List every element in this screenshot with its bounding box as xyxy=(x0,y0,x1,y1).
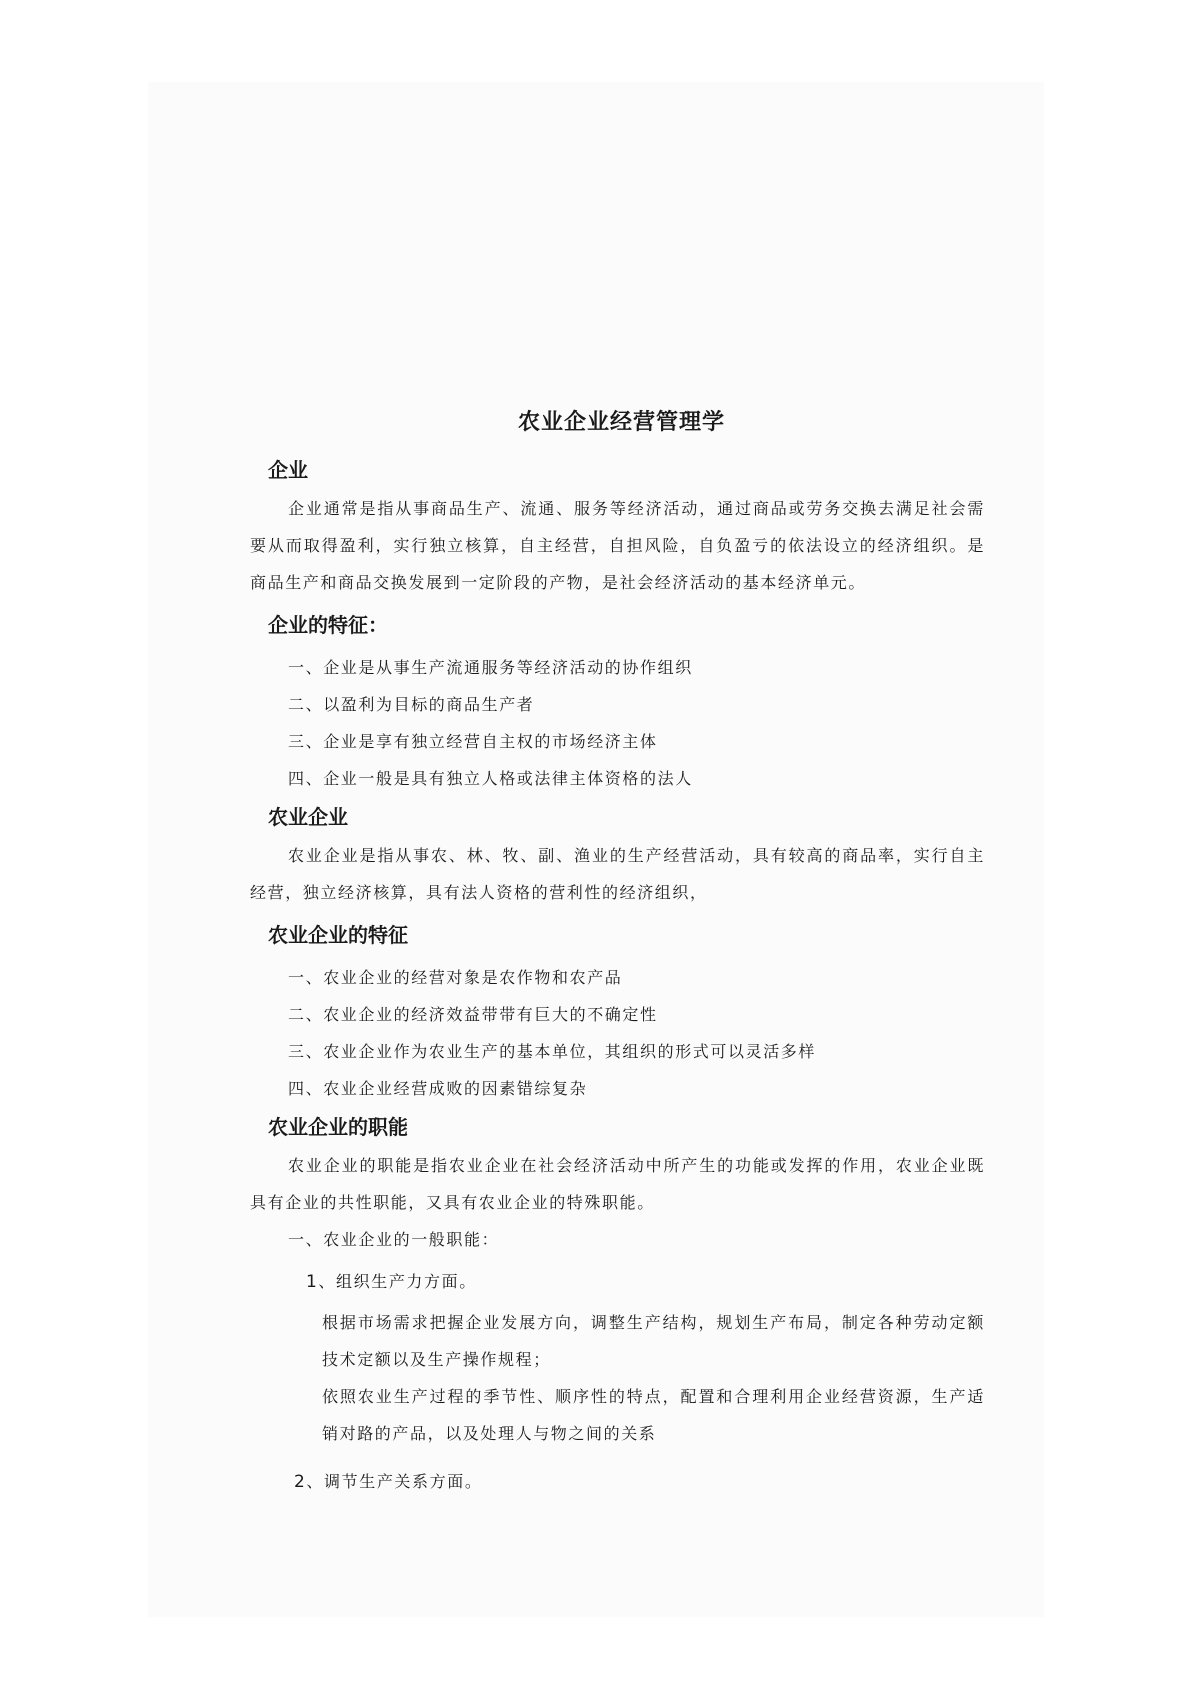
subsection-number: 1 xyxy=(306,1272,319,1292)
general-functions-label: 一、农业企业的一般职能： xyxy=(288,1230,500,1249)
list-enterprise-features xyxy=(250,649,985,797)
detail-paragraph: 依照农业生产过程的季节性、顺序性的特点，配置和合理利用企业经营资源，生产适销对路的产品，以及处理人与物之间的关系 xyxy=(322,1387,985,1443)
list-item: 三、企业是享有独立经营自主权的市场经济主体 xyxy=(288,732,658,751)
list-item: 四、企业一般是具有独立人格或法律主体资格的法人 xyxy=(288,769,693,788)
heading-enterprise-features: 企业的特征： xyxy=(268,613,388,637)
list-item: 四、农业企业经营成败的因素错综复杂 xyxy=(288,1079,588,1098)
subsection-title: 、组织生产力方面。 xyxy=(318,1272,477,1291)
heading-agricultural-enterprise-features: 农业企业的特征 xyxy=(268,923,408,947)
paragraph-functions-definition: 农业企业的职能是指农业企业在社会经济活动中所产生的功能或发挥的作用，农业企业既具有企业的共性职能，又具有农业企业的特殊职能。 xyxy=(250,1156,985,1212)
detail-paragraph: 根据市场需求把握企业发展方向，调整生产结构，规划生产布局，制定各种劳动定额技术定额以及生产操作规程； xyxy=(322,1313,985,1369)
list-agricultural-features xyxy=(250,959,985,1107)
paragraph-agricultural-enterprise-definition: 农业企业是指从事农、林、牧、副、渔业的生产经营活动，具有较高的商品率，实行自主经营，独立经济核算，具有法人资格的营利性的经济组织， xyxy=(250,846,985,902)
heading-enterprise: 企业 xyxy=(268,458,308,482)
subsection-number: 2 xyxy=(294,1472,307,1492)
document-content xyxy=(250,405,985,1502)
subsection-adjust-production-relations xyxy=(250,1462,985,1502)
document-title: 农业企业经营管理学 xyxy=(517,410,725,435)
subsection-organize-productivity xyxy=(250,1262,985,1302)
list-item: 二、农业企业的经济效益带带有巨大的不确定性 xyxy=(288,1005,658,1024)
list-item: 三、农业企业作为农业生产的基本单位，其组织的形式可以灵活多样 xyxy=(288,1042,817,1061)
heading-agricultural-enterprise: 农业企业 xyxy=(268,805,348,829)
heading-agricultural-enterprise-functions: 农业企业的职能 xyxy=(268,1115,408,1139)
paragraph-enterprise-definition: 企业通常是指从事商品生产、流通、服务等经济活动，通过商品或劳务交换去满足社会需要从而取得盈利，实行独立核算，自主经营，自担风险，自负盈亏的依法设立的经济组织。是商品生产和商品交换发展到一定阶段的产物，是社会经济活动的基本经济单元。 xyxy=(250,499,985,592)
subsection-title: 、调节生产关系方面。 xyxy=(306,1472,483,1491)
list-item: 一、农业企业的经营对象是农作物和农产品 xyxy=(288,968,623,987)
list-item: 二、以盈利为目标的商品生产者 xyxy=(288,695,535,714)
list-item: 一、企业是从事生产流通服务等经济活动的协作组织 xyxy=(288,658,693,677)
